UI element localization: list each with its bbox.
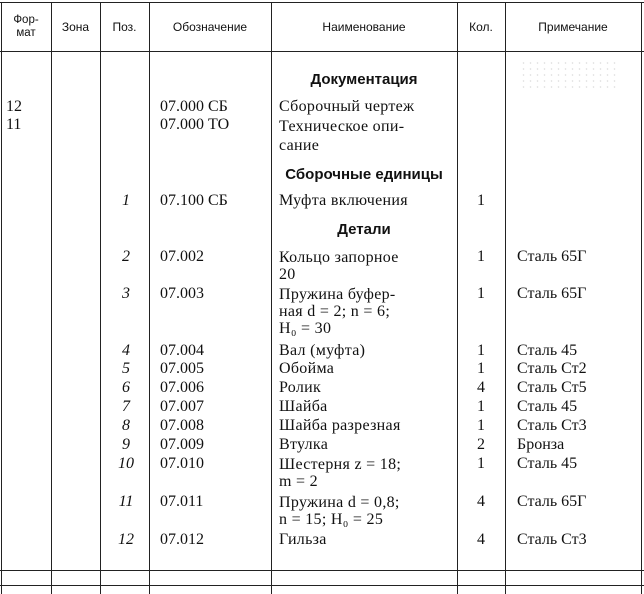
header-zone: Зона [61,19,90,34]
section-documentation: Документация [310,71,418,88]
row-designation: 07.100 СБ [160,192,228,209]
row-designation: 07.006 [160,379,204,396]
table-border-left [1,2,2,594]
row-quantity: 2 [477,436,485,453]
row-quantity: 4 [477,379,485,396]
row-quantity: 4 [477,493,485,510]
row-quantity: 1 [477,192,485,209]
header-designation: Обозначение [172,19,248,34]
row-note: Сталь 65Г [517,248,587,265]
row-designation: 07.007 [160,398,204,415]
row-position: 11 [118,493,134,510]
row-quantity: 1 [477,417,485,434]
row-note: Сталь 65Г [517,493,587,510]
row-name: Вал (муфта) [279,342,366,359]
table-border-right [641,2,642,594]
row-name: Кольцо запорное 20 [279,249,399,283]
row-position: 6 [122,379,130,396]
row-position: 1 [122,192,130,209]
row-quantity: 1 [477,360,485,377]
row-designation: 07.005 [160,360,204,377]
row-designation: 07.008 [160,417,204,434]
row-note: Сталь 45 [517,342,578,359]
row-note: Сталь 45 [517,398,578,415]
print-noise [520,60,620,88]
row-note: Сталь Ст2 [517,360,587,377]
row-note: Сталь Ст3 [517,531,587,548]
row-designation: 07.002 [160,248,204,265]
header-position: Поз. [112,19,137,34]
row-designation: 07.012 [160,531,204,548]
row-position: 2 [122,248,130,265]
header-format [1,2,51,51]
row-note: Сталь Ст3 [517,417,587,434]
row-designation: 07.004 [160,342,204,359]
header-name: Наименование [322,19,406,34]
row-position: 4 [122,342,130,359]
row-name: Муфта включения [279,192,408,209]
row-name: Обойма [279,360,335,377]
header-format-line2: мат [16,26,36,39]
row-note: Бронза [517,436,565,453]
row-position: 8 [122,417,130,434]
row-quantity: 1 [477,455,485,472]
row-position: 10 [118,455,134,472]
row-name: Ролик [279,379,322,396]
row-note: Сталь Ст5 [517,379,587,396]
row-name: Шайба [279,398,328,415]
header-format-line1: Фор- [13,13,39,26]
table-bottom-line [0,585,644,586]
table-bottom-line [0,570,644,571]
row-name: Втулка [279,436,329,453]
header-quantity: Кол. [469,19,493,34]
row-position: 9 [122,436,130,453]
row-quantity: 1 [477,398,485,415]
header-note: Примечание [538,19,608,34]
row-quantity: 1 [477,248,485,265]
column-divider [505,2,506,594]
row-name: Сборочный чертеж [279,98,415,115]
row-position: 3 [122,285,130,302]
row-note: Сталь 65Г [517,285,587,302]
row-note: Сталь 45 [517,455,578,472]
row-designation: 07.000 ТО [160,116,230,133]
row-designation: 07.009 [160,436,204,453]
row-designation: 07.000 СБ [160,98,228,115]
row-name: Техническое опи- сание [279,118,405,154]
section-parts: Детали [337,221,391,238]
column-divider [100,2,101,594]
row-position: 7 [122,398,130,415]
column-divider [271,2,272,594]
row-position: 12 [118,531,134,548]
row-name: Пружина d = 0,8; n = 15; H₀ = 25 [279,494,400,528]
header-divider [0,51,644,52]
row-designation: 07.010 [160,455,204,472]
row-designation: 07.011 [160,493,204,510]
row-position: 5 [122,360,130,377]
row-format: 11 [6,116,22,133]
row-name: Шайба разрезная [279,417,401,434]
row-quantity: 4 [477,531,485,548]
column-divider [51,2,52,594]
row-name: Шестерня z = 18; m = 2 [279,456,402,490]
row-quantity: 1 [477,285,485,302]
row-quantity: 1 [477,342,485,359]
row-name: Пружина буфер- ная d = 2; n = 6; H₀ = 30 [279,286,396,337]
row-name: Гильза [279,531,327,548]
section-assemblies: Сборочные единицы [285,166,443,183]
row-format: 12 [6,98,22,115]
column-divider [149,2,150,594]
row-designation: 07.003 [160,285,204,302]
